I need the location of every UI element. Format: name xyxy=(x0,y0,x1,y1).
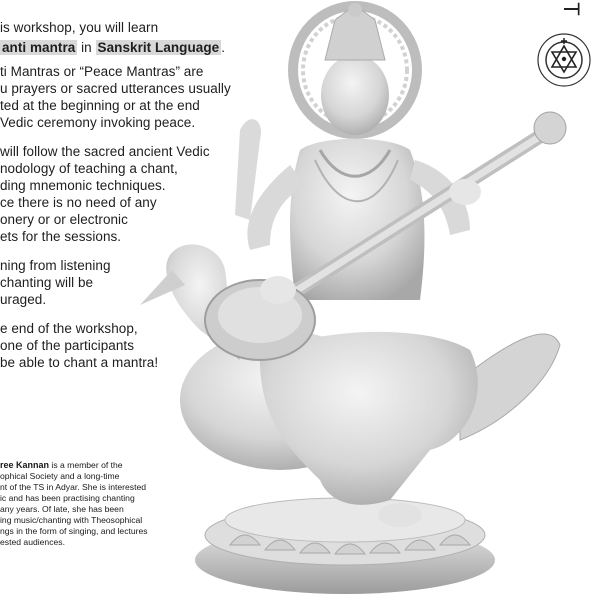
method-line: ets for the sessions. xyxy=(0,229,122,244)
end-line: e end of the workshop, xyxy=(0,321,138,336)
bio-line: ested audiences. xyxy=(0,537,65,547)
method-line: onery or or electronic xyxy=(0,212,128,227)
intro-period: . xyxy=(221,40,225,55)
bio-first-line xyxy=(0,460,123,471)
shanti-line: Vedic ceremony invoking peace. xyxy=(0,115,196,130)
shanti-line: u prayers or sacred utterances usually xyxy=(0,81,231,96)
bio-text: is a member of the xyxy=(49,460,123,470)
bio-line: nt of the TS in Adyar. She is interested xyxy=(0,482,147,492)
intro-line xyxy=(0,20,158,36)
theosophical-society-emblem-icon xyxy=(536,32,592,88)
method-line: nodology of teaching a chant, xyxy=(0,161,178,176)
bio-line: any years. Of late, she has been xyxy=(0,504,124,514)
shanti-line: ti Mantras or “Peace Mantras” are xyxy=(0,64,204,79)
corner-letter: T xyxy=(559,2,584,16)
intro-text: is workshop, you will learn xyxy=(0,20,159,35)
language-highlight: Sanskrit Language xyxy=(97,40,220,55)
method-line: ce there is no need of any xyxy=(0,195,157,210)
method-line: will follow the sacred ancient Vedic xyxy=(0,144,210,159)
bio-line: ngs in the form of singing, and lectures xyxy=(0,526,148,536)
learning-line: chanting will be xyxy=(0,275,94,290)
mantra-highlight: anti mantra xyxy=(2,40,76,55)
end-line: one of the participants xyxy=(0,338,134,353)
bio-line: ing music/chanting with Theosophical xyxy=(0,515,143,525)
end-line: be able to chant a mantra! xyxy=(0,355,159,370)
shanti-line: ted at the beginning or at the end xyxy=(0,98,200,113)
bio-line: ophical Society and a long-time xyxy=(0,471,120,481)
presenter-name: ree Kannan xyxy=(0,460,50,470)
in-word: in xyxy=(77,40,96,55)
intro-highlight-line xyxy=(0,40,225,56)
method-line: ding mnemonic techniques. xyxy=(0,178,166,193)
bio-line: ic and has been practising chanting xyxy=(0,493,135,503)
learning-line: ning from listening xyxy=(0,258,111,273)
learning-line: uraged. xyxy=(0,292,47,307)
